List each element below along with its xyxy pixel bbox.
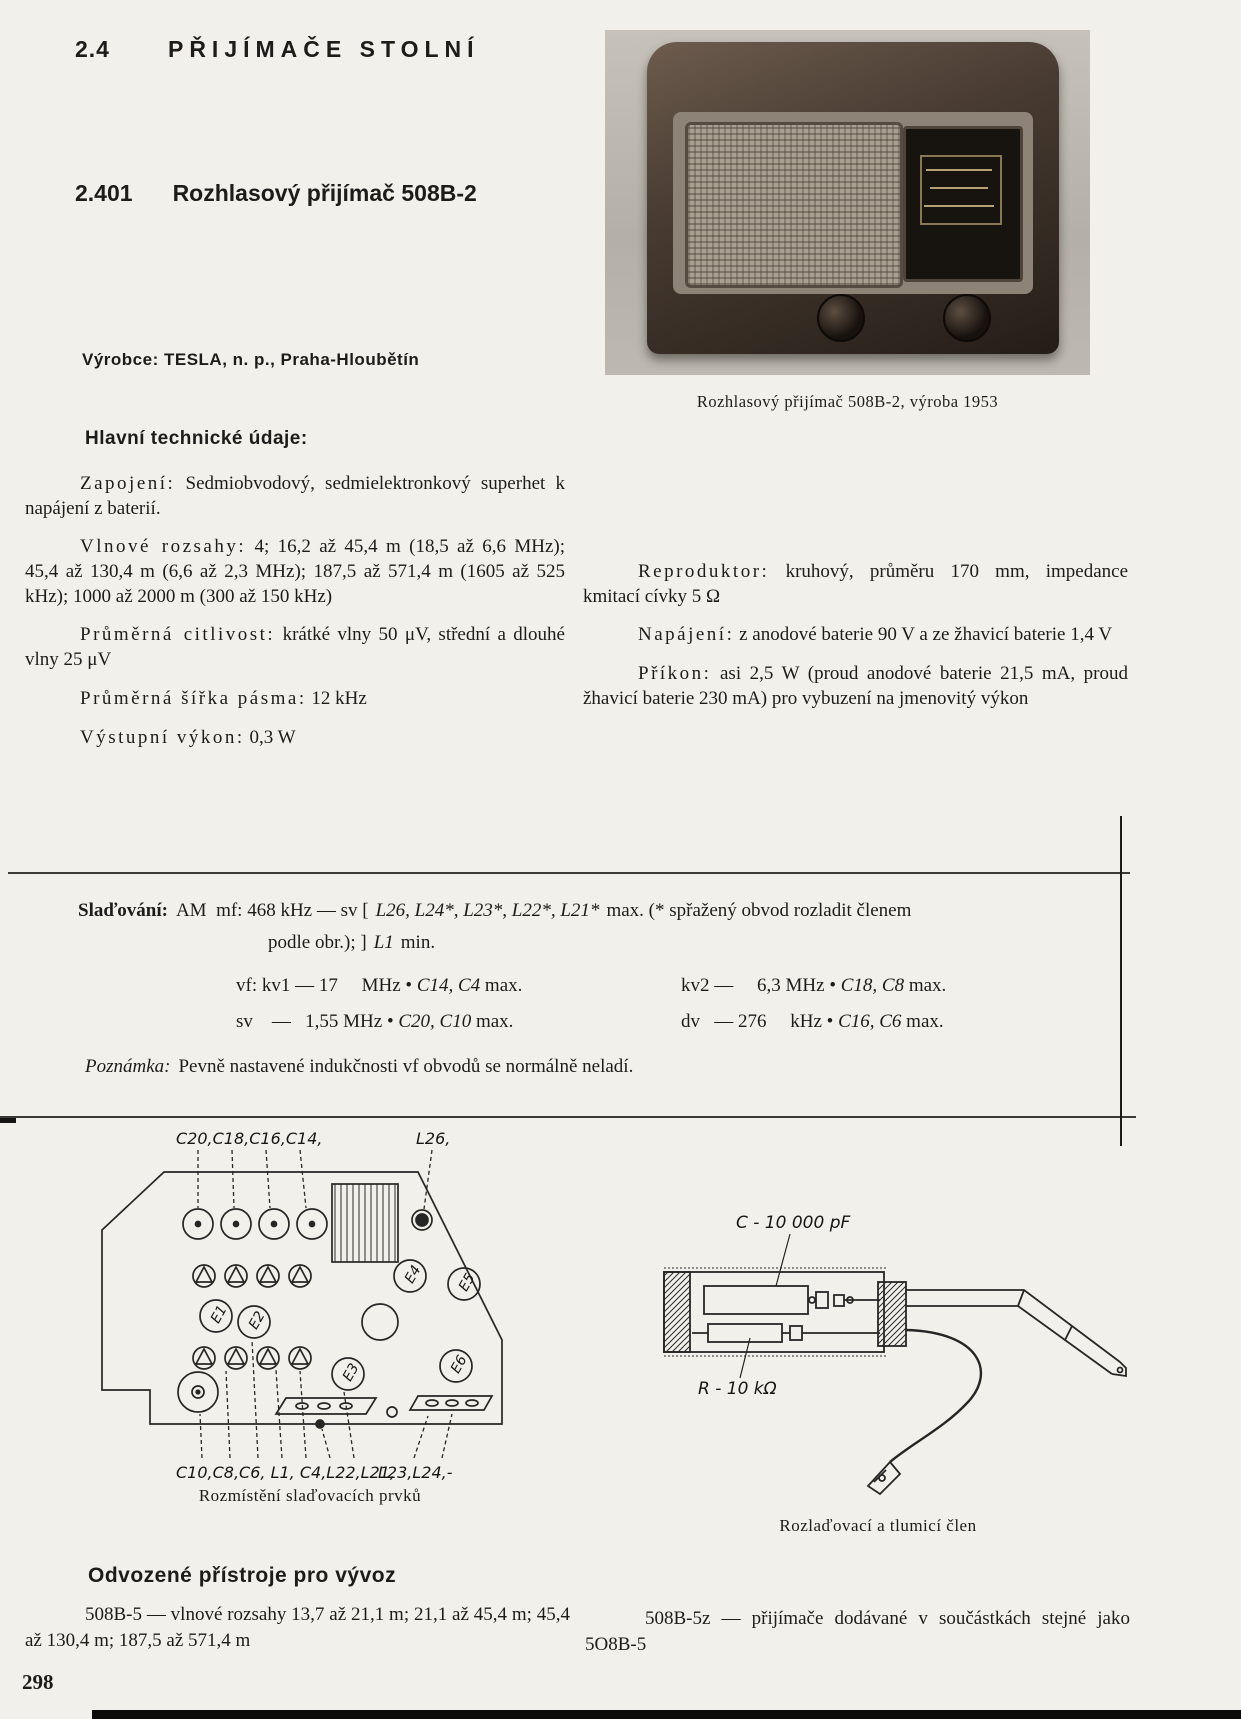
tuning-label: Slaďování: — [78, 900, 168, 921]
tuning-frequency: dv — 276 kHz — [681, 1010, 822, 1032]
screw-dot — [316, 1420, 324, 1428]
tuning-cell-dv — [681, 1009, 1134, 1035]
paragraph-sirka-pasma — [25, 687, 565, 712]
tuning-frequency: kv2 — 6,3 MHz — [681, 975, 825, 997]
paragraph-text: 0,3 W — [249, 726, 296, 748]
tube-label-e5: E5 — [455, 1270, 479, 1295]
paragraph-text: Sedmiobvodový, sedmielektronkový superhet k napájení z baterií. — [25, 473, 565, 519]
manufacturer-line: Výrobce: TESLA, n. p., Praha-Hloubětín — [82, 350, 420, 369]
paragraph-text: kruhový, průměru 170 mm, impedance kmitací cívky 5 Ω — [583, 561, 1129, 607]
if-transformer-block — [332, 1184, 398, 1262]
section-number: 2.4 — [75, 36, 110, 62]
scan-artifact-dash — [0, 1118, 16, 1123]
bullet-separator: • — [826, 1010, 834, 1032]
subsection-heading — [75, 180, 477, 207]
tuning-knob — [943, 294, 991, 342]
paragraph-zapojeni — [25, 472, 565, 521]
chassis-top-label-coil: L26, — [416, 1129, 451, 1148]
tuning-cell-kv1 — [236, 973, 681, 999]
tech-column-right — [583, 560, 1128, 725]
tool-body — [664, 1272, 884, 1352]
paragraph-label: Vlnové rozsahy: — [80, 536, 247, 558]
tube-label-e2: E2 — [245, 1308, 269, 1333]
dial-line — [926, 169, 992, 171]
export-model-508b5z: 508B-5z — přijímače dodávané v součástkách stejné jako 5O8B-5 — [585, 1608, 1130, 1655]
page-number: 298 — [22, 1670, 54, 1694]
bullet-separator: • — [829, 975, 836, 997]
dial-scale — [920, 155, 1002, 225]
tuning-suffix: max. — [475, 1010, 514, 1032]
paragraph-text: z anodové baterie 90 V a ze žhavicí baterie 1,4 V — [739, 624, 1113, 646]
tuning-codes: C14, C4 — [416, 975, 481, 997]
paragraph-label: Výstupní výkon: — [80, 726, 245, 748]
tool-end-cap — [664, 1272, 690, 1352]
dial-line — [930, 187, 988, 189]
paragraph-citlivost — [25, 623, 565, 672]
tuning-codes: C16, C6 — [838, 1010, 902, 1032]
dial-line — [924, 205, 994, 207]
subsection-title: Rozhlasový přijímač 508B-2 — [172, 180, 477, 206]
resistor-body — [708, 1324, 782, 1342]
filter-can — [362, 1304, 398, 1340]
scan-artifact-vline — [1120, 816, 1122, 1146]
tuning-codes: C20, C10 — [398, 1010, 472, 1032]
photo-caption: Rozhlasový přijímač 508B-2, výroba 1953 — [696, 392, 999, 411]
chassis-caption: Rozmístění slaďovacích prvků — [198, 1486, 422, 1505]
speaker-grille — [685, 122, 903, 288]
crocodile-clip — [868, 1462, 900, 1494]
paragraph-label: Zapojení: — [80, 473, 176, 494]
leader-lines — [198, 1150, 452, 1458]
tuning-suffix: max. — [908, 975, 947, 997]
paragraph-text: krátké vlny 50 μV, střední a dlouhé vlny 25 μV — [25, 624, 565, 671]
tuning-dial-window — [903, 126, 1023, 282]
tube-label-e6: E6 — [447, 1352, 471, 1377]
tuning-line-1 — [78, 898, 1134, 924]
tuning-text: AM mf: 468 kHz — sv [ — [175, 900, 369, 921]
note-text: Pevně nastavené indukčnosti vf obvodů se normálně neladí. — [178, 1056, 634, 1077]
volume-knob — [817, 294, 865, 342]
bullet-separator: • — [386, 1010, 394, 1032]
tuning-cell-kv2 — [681, 973, 1134, 999]
flexible-lead — [890, 1330, 981, 1462]
tuning-suffix: max. — [906, 1010, 944, 1032]
paragraph-label: Napájení: — [638, 624, 735, 646]
note-label: Poznámka: — [85, 1056, 171, 1077]
paragraph-napajeni — [583, 623, 1128, 648]
resistor-label: R - 10 kΩ — [698, 1379, 777, 1399]
tuning-text: min. — [400, 931, 436, 953]
tech-column-left — [25, 472, 565, 764]
tool-caption: Rozlaďovací a tlumicí člen — [779, 1516, 977, 1535]
tube-label-e3: E3 — [339, 1360, 363, 1385]
slotted-plate-left — [276, 1398, 376, 1414]
chassis-bottom-label-left: C10,C8,C6, L1, C4,L22,L21, — [176, 1463, 395, 1481]
export-heading: Odvozené přístroje pro vývoz — [88, 1564, 397, 1587]
note-line — [85, 1056, 633, 1078]
tuning-codes: L1 — [373, 931, 394, 953]
tuning-line-2 — [78, 930, 1134, 956]
radio-cabinet — [647, 42, 1059, 354]
trimmer-row-1 — [193, 1265, 311, 1287]
horizontal-rule-bottom — [0, 1116, 1136, 1118]
radio-front-panel — [673, 112, 1033, 294]
section-title: PŘIJÍMAČE STOLNÍ — [167, 36, 480, 62]
tuning-frequency: sv — 1,55 MHz — [236, 1010, 383, 1032]
radio-photo — [605, 30, 1090, 375]
scan-artifact-bottom-edge — [92, 1710, 1241, 1719]
tuning-table — [78, 973, 1134, 1034]
paragraph-text: 4; 16,2 až 45,4 m (18,5 až 6,6 MHz); 45,4 až 130,4 m (6,6 až 2,3 MHz); 187,5 až 571,4 m (1605 až 525 kHz); 1000 až 2000 m (300 až 150 kHz) — [25, 536, 565, 607]
paragraph-text: 12 kHz — [311, 687, 367, 709]
horizontal-rule-top — [8, 872, 1130, 874]
capacitor-body — [704, 1286, 808, 1314]
tuning-codes: C18, C8 — [840, 975, 905, 997]
chassis-outline — [102, 1172, 502, 1424]
paragraph-vlnove-rozsahy — [25, 535, 565, 609]
bullet-separator: • — [405, 975, 413, 997]
section-heading — [75, 36, 480, 63]
tool-collar — [878, 1282, 906, 1346]
tech-data-heading: Hlavní technické údaje: — [85, 428, 308, 449]
paragraph-vystupni-vykon — [25, 726, 565, 751]
tuning-cell-sv — [236, 1009, 681, 1035]
tuning-frequency: vf: kv1 — 17 MHz — [236, 975, 401, 997]
tuning-section — [78, 898, 1134, 1035]
paragraph-prikon — [583, 662, 1128, 711]
paragraph-label: Průměrná šířka pásma: — [80, 687, 307, 709]
tool-diagram — [628, 1186, 1128, 1506]
export-model-508b5: 508B-5 — vlnové rozsahy 13,7 až 21,1 m; 21,1 až 45,4 m; 45,4 až 130,4 m; 187,5 až 571,4 m — [25, 1604, 570, 1651]
paragraph-label: Průměrná citlivost: — [80, 624, 276, 646]
chassis-top-label-capacitors: C20,C18,C16,C14, — [176, 1129, 323, 1148]
tube-label-e1: E1 — [207, 1302, 231, 1327]
paragraph-label: Příkon: — [638, 663, 712, 685]
subsection-number: 2.401 — [75, 180, 133, 206]
chassis-bottom-label-right: L23,L24,- — [378, 1463, 453, 1481]
tuning-text: max. (* spřažený obvod rozladit členem — [606, 900, 912, 921]
tube-label-e4: E4 — [401, 1262, 425, 1287]
paragraph-label: Reproduktor: — [638, 561, 770, 582]
paragraph-reproduktor — [583, 560, 1128, 609]
chassis-diagram — [80, 1126, 540, 1481]
capacitor-label: C - 10 000 pF — [736, 1213, 851, 1233]
paragraph-text: asi 2,5 W (proud anodové baterie 21,5 mA, proud žhavicí baterie 230 mA) pro vybuzení na jmenovitý výkon — [583, 663, 1128, 709]
tuning-suffix: max. — [484, 975, 523, 997]
tuning-text: podle obr.); ] — [268, 931, 367, 953]
tuning-codes: L26, L24*, L23*, L22*, L21* — [375, 900, 600, 921]
slotted-plate-right — [410, 1396, 492, 1410]
